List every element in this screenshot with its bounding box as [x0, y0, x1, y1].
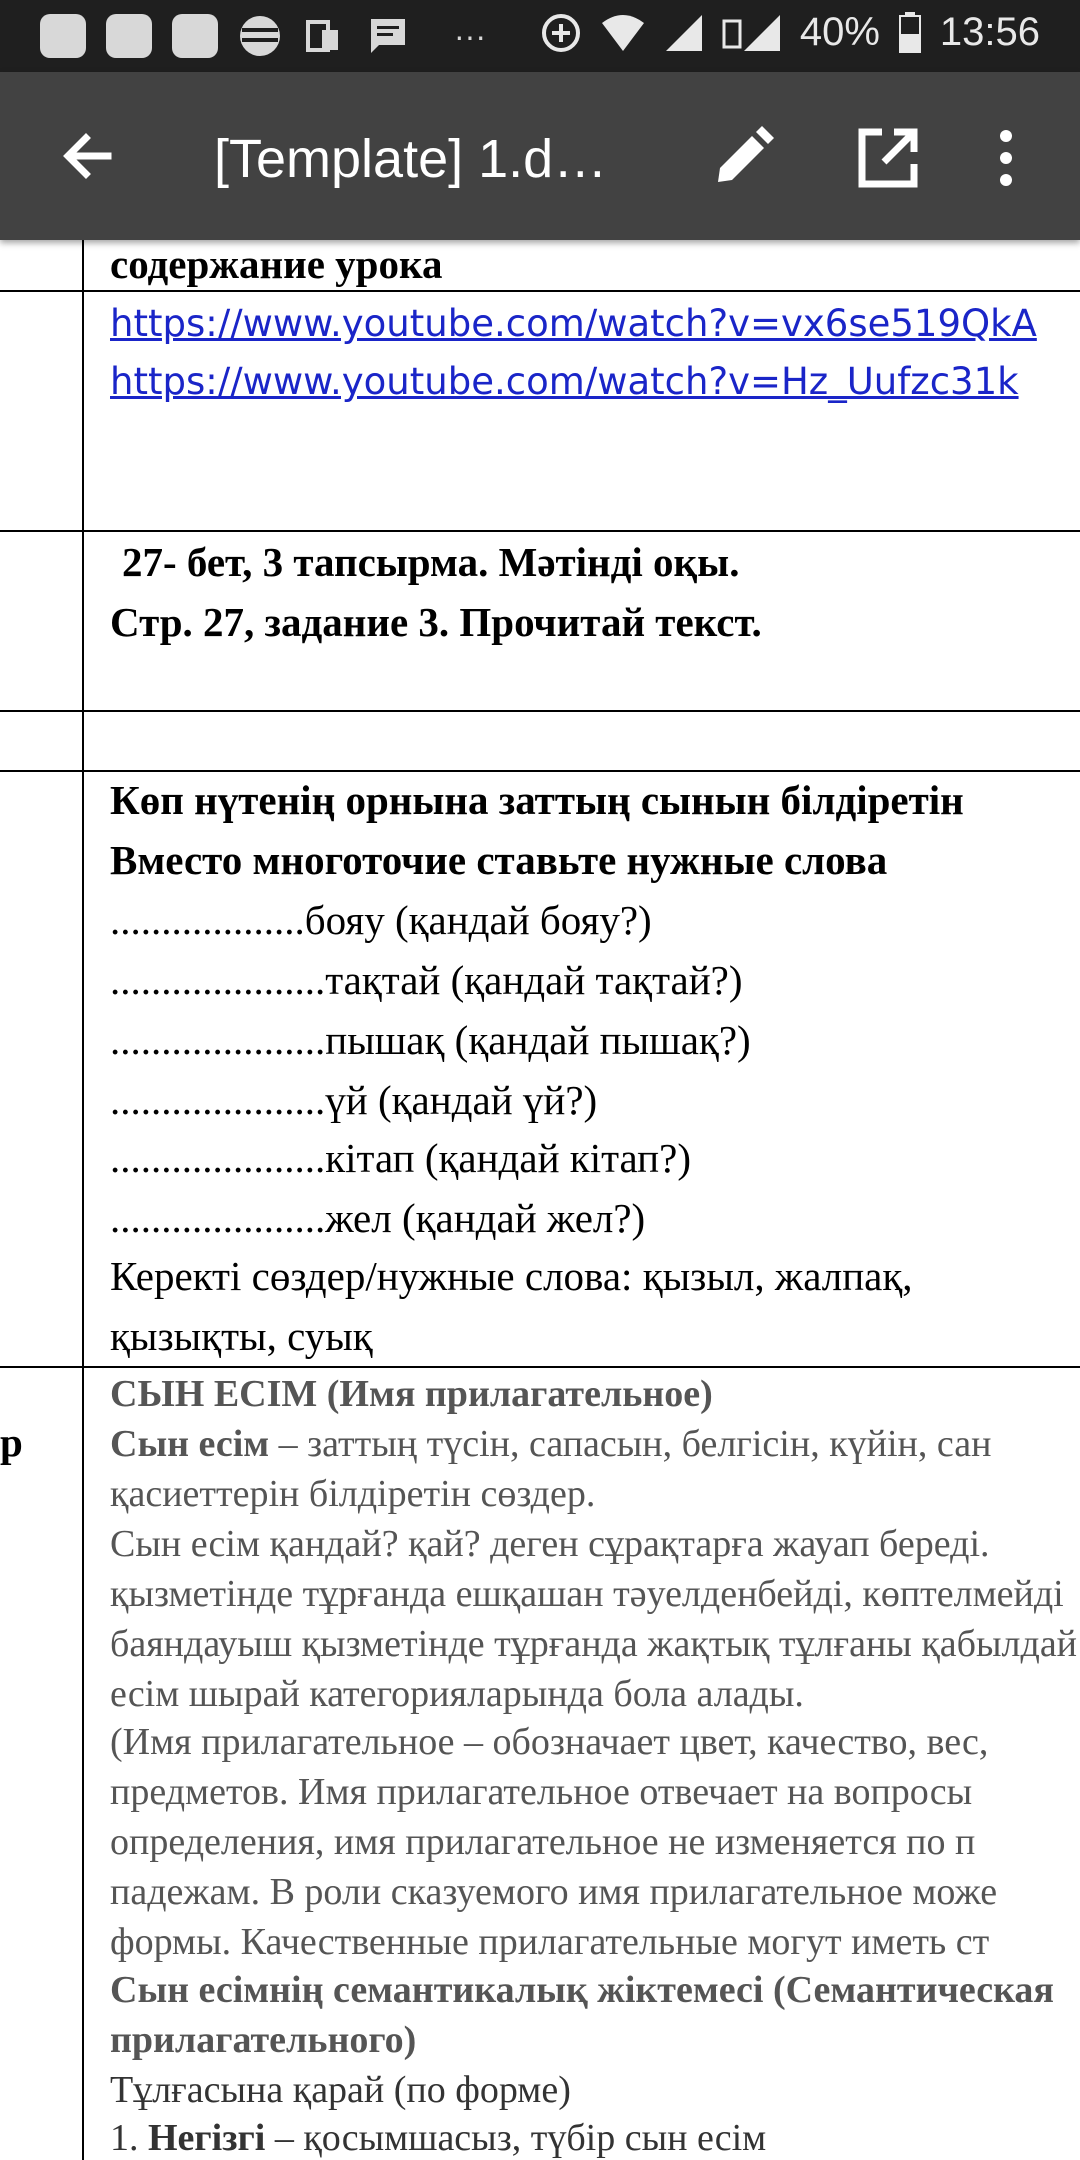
wifi-icon: [600, 13, 646, 53]
term: Сын есім: [110, 1423, 270, 1465]
task-ru: Стр. 27, задание 3. Прочитай текст.: [110, 599, 762, 645]
document-title: [Template] 1.d…: [214, 129, 608, 189]
battery-icon: [898, 12, 922, 54]
words-line: қызықты, суық: [110, 1313, 373, 1359]
edit-pencil-icon[interactable]: [706, 122, 778, 194]
theory-heading: СЫН ЕСІМ (Имя прилагательное): [110, 1373, 713, 1415]
table-row-divider: [0, 770, 1080, 772]
app-notification-icon: [106, 14, 152, 58]
document-view[interactable]: [0, 240, 1080, 2160]
notification-icons: [40, 14, 510, 58]
theory-line: определения, имя прилагательное не изменяется по п: [110, 1821, 976, 1863]
list-item: [110, 2116, 766, 2160]
exercise-item: .....................тақтай (қандай тақтай?): [110, 957, 743, 1003]
exercise-item: ...................бояу (қандай бояу?): [110, 897, 652, 943]
theory-line: предметов. Имя прилагательное отвечает на вопросы: [110, 1771, 973, 1813]
video-link[interactable]: https://www.youtube.com/watch?v=Hz_Uufzc31k: [110, 360, 1019, 403]
stack-icon: [238, 14, 282, 58]
exercise-title-kz: Көп нүтенің орнына заттың сынын білдіретін: [110, 777, 964, 823]
system-icons: [540, 10, 1040, 55]
theory-line: қызметінде тұрғанда ешқашан тәуелденбейді, көптелмейді: [110, 1573, 1064, 1615]
list-number: 1.: [110, 2117, 148, 2159]
table-row-divider: [0, 530, 1080, 532]
back-arrow-icon[interactable]: [52, 120, 124, 192]
row-header: содержание урока: [110, 241, 443, 287]
exercise-item: .....................жел (қандай жел?): [110, 1195, 646, 1241]
definition-text: – заттың түсін, сапасын, белгісін, күйін, сан: [269, 1423, 992, 1465]
battery-percent: 40%: [799, 10, 880, 54]
theory-line: Сын есім қандай? қай? деген сұрақтарға жауап береді.: [110, 1523, 990, 1565]
list-text: – қосымшасыз, түбір сын есім: [265, 2117, 767, 2159]
sim-app-icon: [302, 14, 346, 58]
app-notification-icon: [40, 14, 86, 58]
list-term: Негізгі: [148, 2117, 266, 2159]
exercise-item: .....................кітап (қандай кітап?): [110, 1135, 691, 1181]
app-bar: [0, 72, 1080, 240]
table-column-divider: [82, 240, 84, 2160]
theory-line: есім шырай категорияларында бола алады.: [110, 1673, 804, 1715]
signal-1-icon: [664, 13, 704, 53]
video-link[interactable]: https://www.youtube.com/watch?v=vx6se519QkA: [110, 302, 1037, 345]
data-saver-icon: [540, 12, 582, 54]
open-external-icon[interactable]: [852, 122, 924, 194]
app-notification-icon: [172, 14, 218, 58]
exercise-title-ru: Вместо многоточие ставьте нужные слова: [110, 837, 888, 883]
status-bar: [0, 0, 1080, 72]
theory-definition: [110, 1422, 991, 1466]
clock: 13:56: [939, 10, 1040, 54]
table-row-divider: [0, 290, 1080, 292]
theory-line: формы. Качественные прилагательные могут иметь ст: [110, 1921, 990, 1963]
exercise-item: .....................пышақ (қандай пышақ?): [110, 1017, 751, 1063]
more-vert-icon[interactable]: [986, 122, 1026, 194]
theory-line: (Имя прилагательное – обозначает цвет, качество, вес,: [110, 1721, 989, 1763]
theory-line: падежам. В роли сказуемого имя прилагательное може: [110, 1871, 998, 1913]
message-icon: [366, 14, 410, 58]
theory-line: қасиеттерін білдіретін сөздер.: [110, 1473, 596, 1515]
left-cell-fragment: р: [0, 1419, 23, 1465]
theory-line: баяндауыш қызметінде тұрғанда жақтық тұлғаны қабылдай: [110, 1623, 1078, 1665]
overflow-dots-icon: ···: [454, 17, 486, 54]
task-kz: 27- бет, 3 тапсырма. Мәтінді оқы.: [122, 539, 740, 585]
words-line: Керекті сөздер/нужные слова: қызыл, жалпақ,: [110, 1253, 913, 1299]
table-row-divider: [0, 710, 1080, 712]
form-line: Тұлғасына қарай (по форме): [110, 2069, 571, 2111]
table-row-divider: [0, 1366, 1080, 1368]
semantic-heading: Сын есімнің семантикалық жіктемесі (Семантическая: [110, 1969, 1054, 2011]
signal-2-icon: [722, 13, 782, 53]
semantic-heading: прилагательного): [110, 2019, 417, 2061]
exercise-item: .....................үй (қандай үй?): [110, 1077, 598, 1123]
